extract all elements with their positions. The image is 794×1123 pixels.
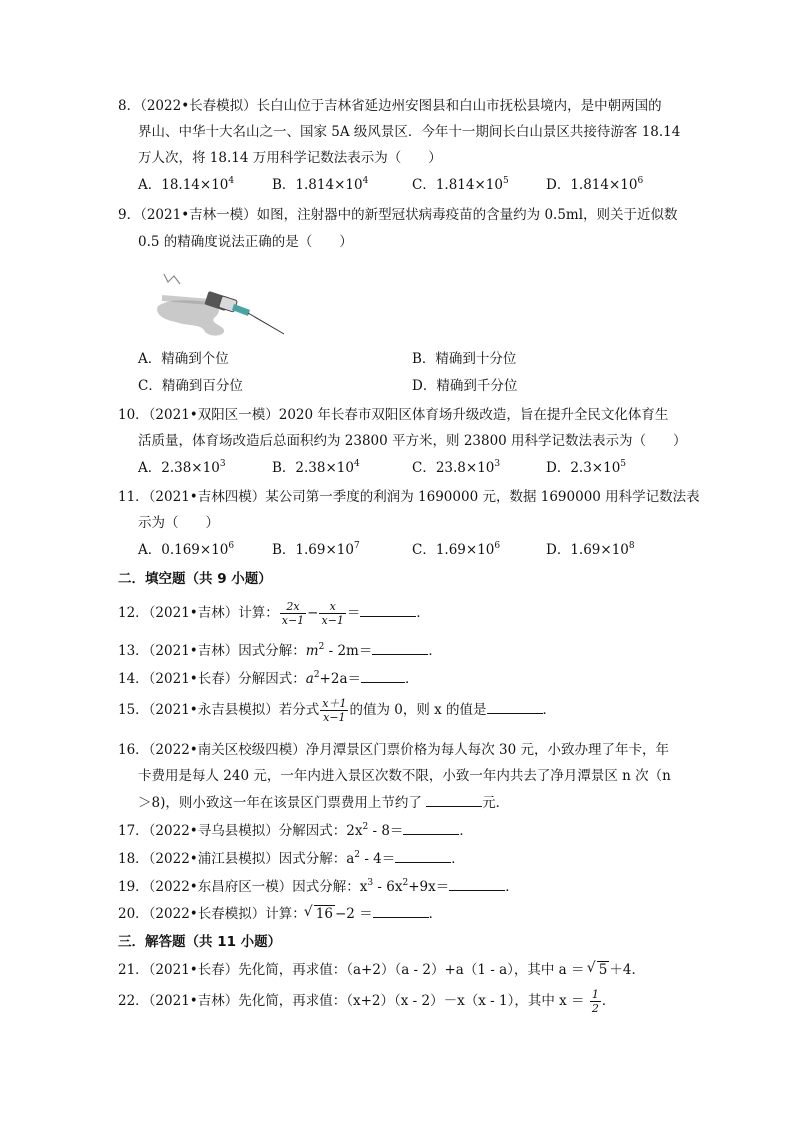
q8-line-3: 万人次，将 18.14 万用科学记数法表示为（ ） xyxy=(138,150,442,166)
section-title-solve: 三．解答题（共 11 小题） xyxy=(118,934,282,950)
q9-option-a[interactable]: A．精确到个位 xyxy=(138,351,229,367)
q8-line-1: 8．（2022•长春模拟）长白山位于吉林省延边州安图县和白山市抚松县境内，是中朝两国的 xyxy=(118,98,662,114)
q12-fraction-2: $\frac{x}{x-1}$ xyxy=(321,600,344,627)
q17-answer-blank[interactable] xyxy=(403,820,459,835)
q10-line-2: 活质量，体育场改造后总面积约为 23800 平方米，则 23800 用科学记数法表示为（ ） xyxy=(138,433,687,449)
q22: 22．（2021•吉林）先化简，再求值：（x+2）（x - 2）－x（x - 1），其中 x ＝ $\frac{1}{2}$ ． xyxy=(118,988,616,1015)
q9-option-c[interactable]: C．精确到百分位 xyxy=(138,378,243,394)
q15: 15．（2021•永吉县模拟）若分式 $\frac{x+1}{x-1}$ 的值为 0，则 x 的值是 ． xyxy=(118,697,557,724)
q8-option-d[interactable]: D．$1.814\times 10^6$ xyxy=(546,175,644,193)
q10-option-a[interactable]: A．$2.38\times 10^3$ xyxy=(138,458,226,476)
q19: 19．（2022•东昌府区一模）因式分解：$x^3 - 6x^2+9x=$ ． xyxy=(118,877,519,895)
q8-option-a[interactable]: A．$18.14\times 10^4$ xyxy=(138,175,235,193)
q15-answer-blank[interactable] xyxy=(487,699,543,714)
q20: 20．（2022•长春模拟）计算：√ 16 −2 ＝ ． xyxy=(118,903,442,924)
q21: 21．（2021•长春）先化简，再求值：（a+2）（a - 2）+a（1 - a），其中 a ＝ √ 5 ＋4． xyxy=(118,960,645,980)
q16-line-3: ＞8)，则小致这一年在该景区门票费用上节约了 元． xyxy=(138,792,509,813)
q22-fraction: $\frac{1}{2}$ xyxy=(591,988,599,1015)
q20-answer-blank[interactable] xyxy=(373,903,429,918)
q16-line-2: 卡费用是每人 240 元，一年内进入景区次数不限，小致一年内共去了净月潭景区 n 次（n xyxy=(138,768,671,784)
q12: 12．（2021•吉林）计算： $\frac{2x}{x-1}$ − $\frac{x}{x-1}$ ＝ ． xyxy=(118,600,430,627)
q8-line-2: 界山、中华十大名山之一、国家 5A 级风景区．今年十一期间长白山景区共接待游客 18.14 xyxy=(138,124,681,140)
q12-answer-blank[interactable] xyxy=(360,602,416,617)
q18: 18．（2022•浦江县模拟）因式分解：$a^2 - 4=$ ． xyxy=(118,849,465,867)
q11-option-b[interactable]: B．$1.69\times 10^7$ xyxy=(272,540,360,558)
q8-option-c[interactable]: C．$1.814\times 10^5$ xyxy=(412,175,509,193)
syringe-image xyxy=(150,268,290,340)
q11-line-2: 示为（ ） xyxy=(138,515,219,531)
section-title-fill-in: 二．填空题（共 9 小题） xyxy=(118,571,272,587)
q10-option-b[interactable]: B．$2.38\times 10^4$ xyxy=(272,458,360,476)
q16-answer-blank[interactable] xyxy=(426,792,482,807)
q8-option-b[interactable]: B．$1.814\times 10^4$ xyxy=(272,175,369,193)
q16-line-1: 16．（2022•南关区校级四模）净月潭景区门票价格为每人每次 30 元，小致办理了年卡，年 xyxy=(118,742,670,758)
q13: 13．（2021•吉林）因式分解：$m^2 - 2m=$ ． xyxy=(118,641,442,659)
q13-answer-blank[interactable] xyxy=(372,640,428,655)
q10-option-d[interactable]: D．$2.3\times 10^5$ xyxy=(546,458,627,476)
q11-option-d[interactable]: D．$1.69\times 10^8$ xyxy=(546,540,635,558)
q15-fraction: $\frac{x+1}{x-1}$ xyxy=(322,697,347,724)
q9-line-2: 0.5 的精确度说法正确的是（ ） xyxy=(138,234,353,250)
q9-option-b[interactable]: B．精确到十分位 xyxy=(412,351,517,367)
q10-line-1: 10．（2021•双阳区一模）2020 年长春市双阳区体育场升级改造，旨在提升全民文化体育生 xyxy=(118,407,669,423)
q11-option-c[interactable]: C．$1.69\times 10^6$ xyxy=(412,540,501,558)
q14: 14．（2021•长春）分解因式：$a^2+2a=$ ． xyxy=(118,669,419,687)
q11-option-a[interactable]: A．$0.169\times 10^6$ xyxy=(138,540,235,558)
q10-option-c[interactable]: C．$23.8\times 10^3$ xyxy=(412,458,501,476)
q19-answer-blank[interactable] xyxy=(449,876,505,891)
q18-answer-blank[interactable] xyxy=(395,848,451,863)
q12-fraction-1: $\frac{2x}{x-1}$ xyxy=(281,600,305,627)
q9-option-d[interactable]: D．精确到千分位 xyxy=(412,378,518,394)
q20-square-root: √ 16 xyxy=(306,904,335,924)
q14-answer-blank[interactable] xyxy=(361,668,405,683)
q11-line-1: 11．（2021•吉林四模）某公司第一季度的利润为 1690000 元，数据 1690000 用科学记数法表 xyxy=(118,489,700,505)
q17: 17．（2022•寻乌县模拟）分解因式：$2x^2 - 8=$ ． xyxy=(118,821,473,839)
q9-line-1: 9．（2021•吉林一模）如图，注射器中的新型冠状病毒疫苗的含量约为 0.5ml，则关于近似数 xyxy=(118,207,678,223)
q21-square-root: √ 5 xyxy=(589,960,610,980)
